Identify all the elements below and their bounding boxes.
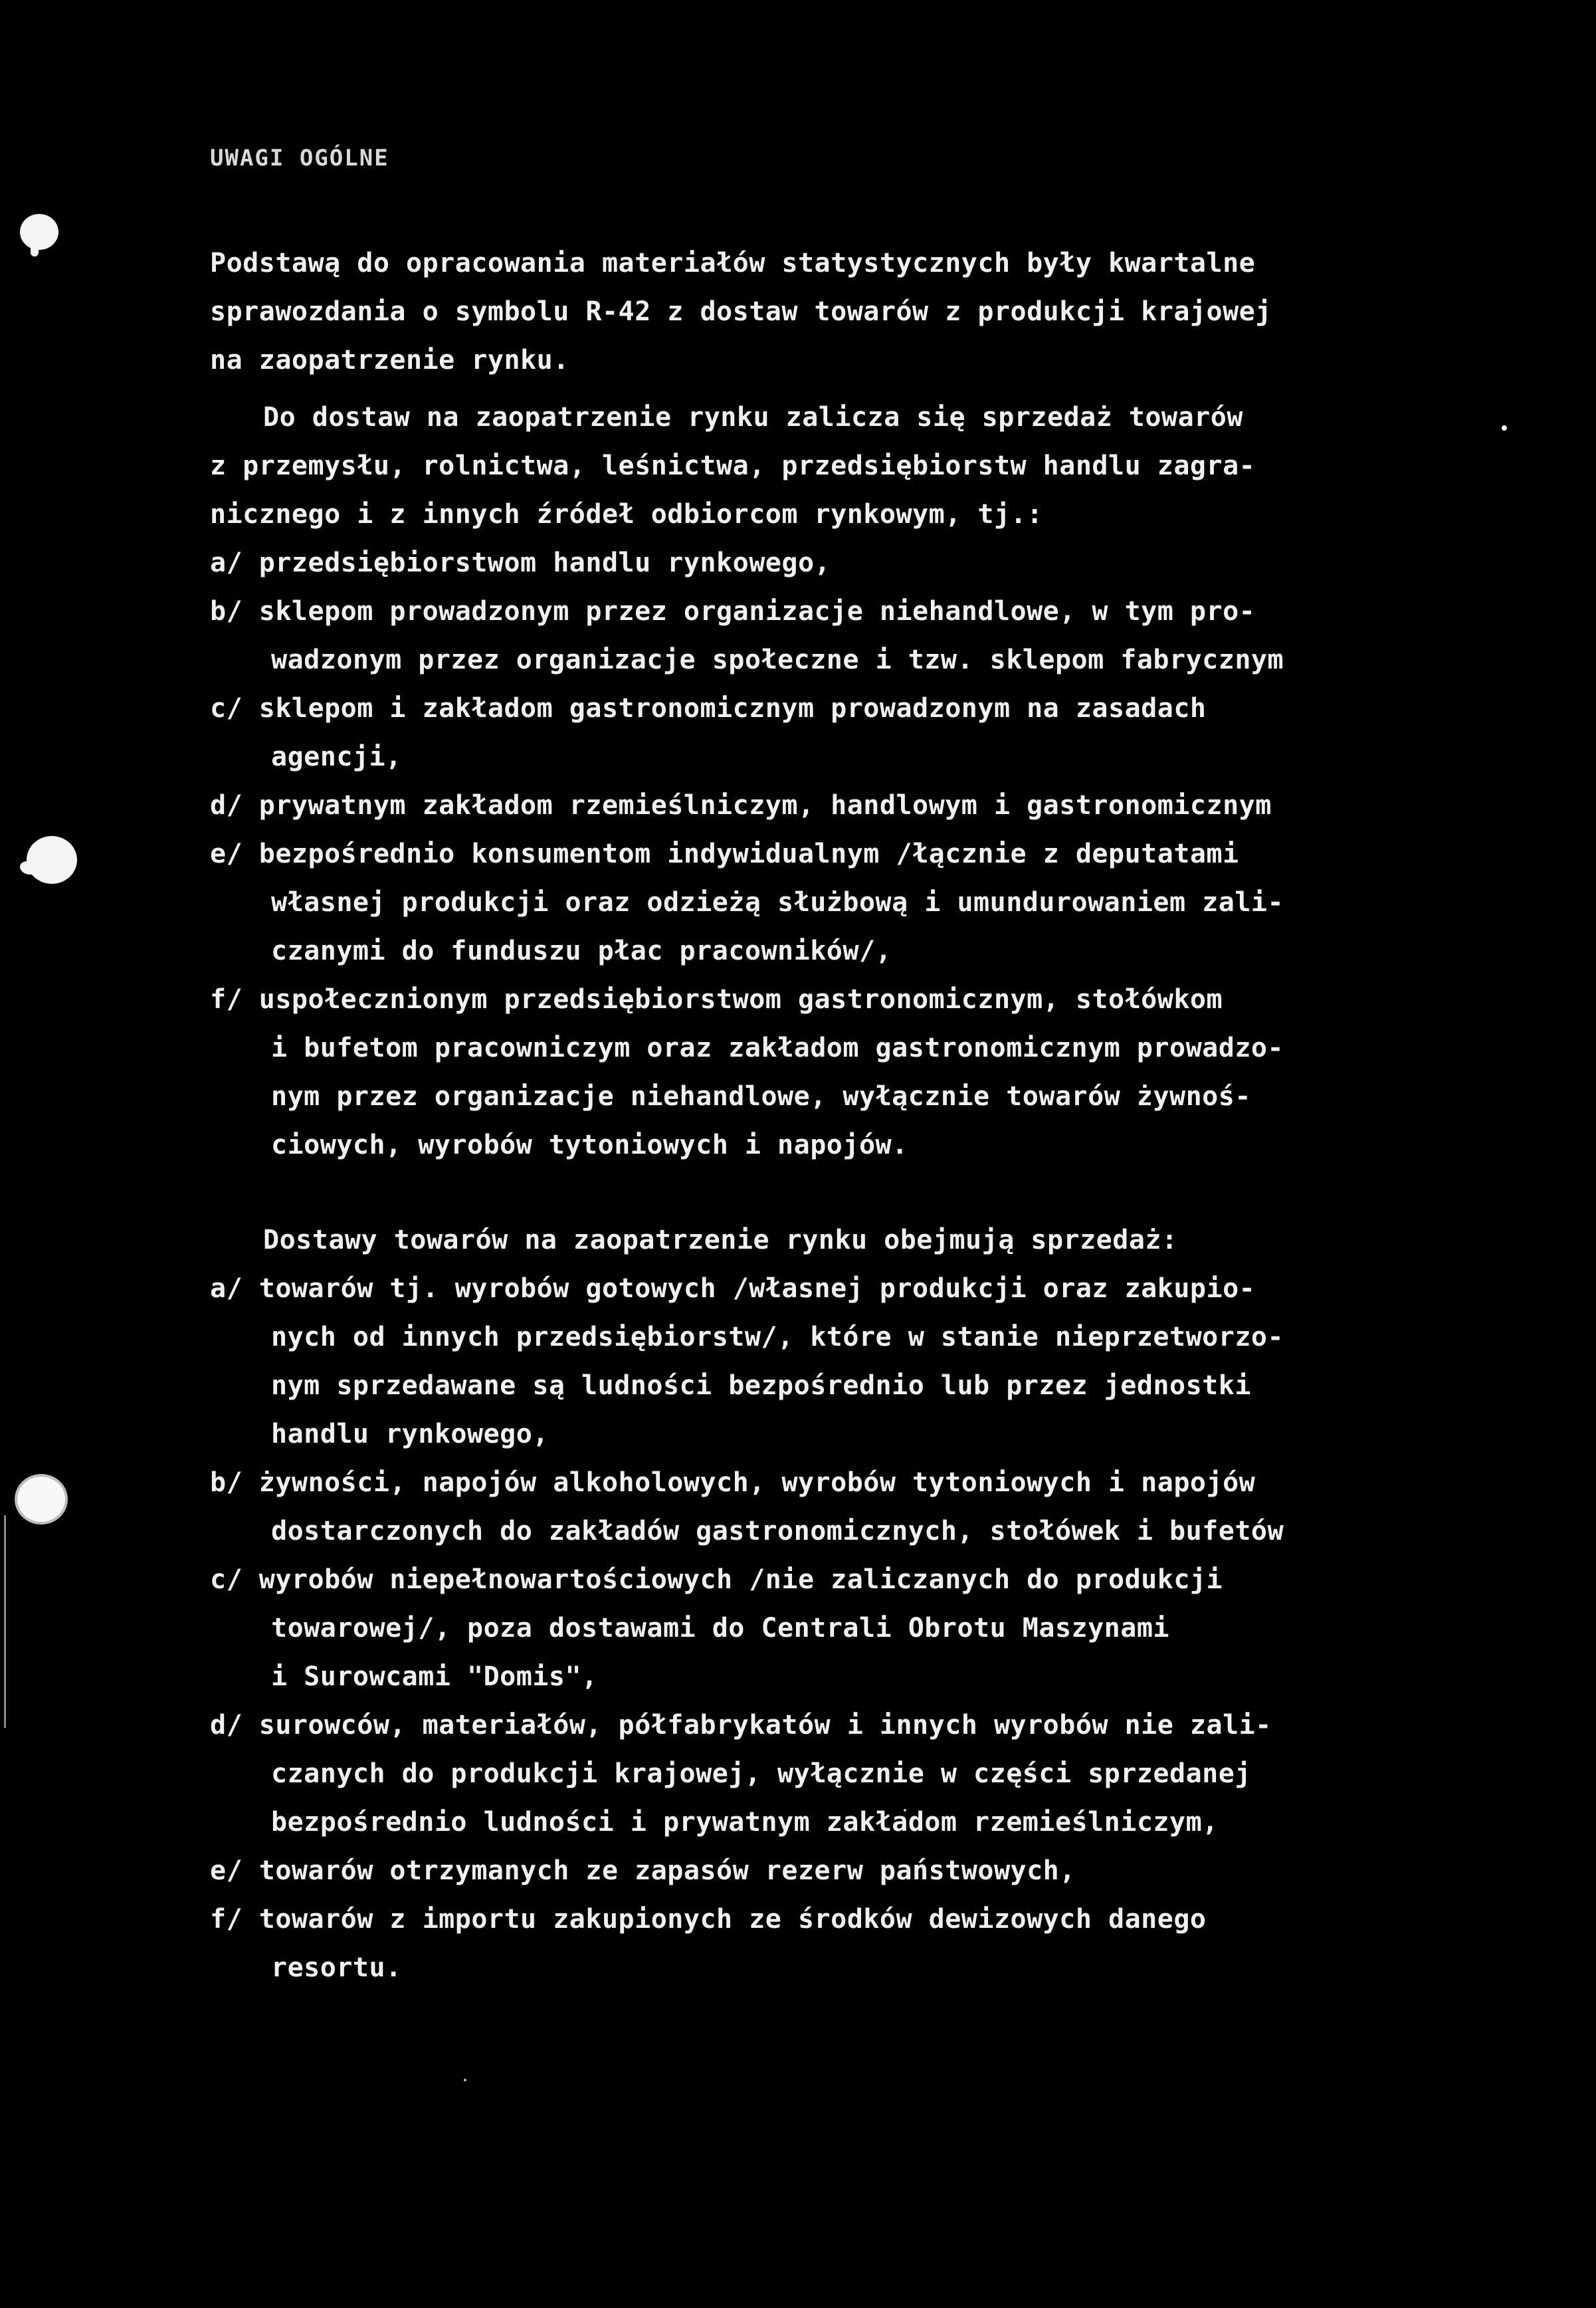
punch-hole-top-tail bbox=[31, 241, 39, 257]
text-line: Do dostaw na zaopatrzenie rynku zalicza się sprzedaż towarów bbox=[263, 402, 1243, 433]
page-heading: UWAGI OGÓLNE bbox=[210, 145, 389, 171]
list-item: c/ wyrobów niepełnowartościowych /nie zaliczanych do produkcji bbox=[210, 1564, 1223, 1595]
list-item: c/ sklepom i zakładom gastronomicznym prowadzonym na zasadach bbox=[210, 693, 1207, 724]
list-recipients bbox=[210, 539, 1519, 1170]
text-line: nicznego i z innych źródeł odbiorcom rynkowym, tj.: bbox=[210, 499, 1043, 530]
list-item-continuation: dostarczonych do zakładów gastronomicznych, stołówek i bufetów bbox=[271, 1516, 1284, 1546]
list-item: b/ sklepom prowadzonym przez organizacje niehandlowe, w tym pro- bbox=[210, 596, 1256, 627]
scan-speck bbox=[464, 2079, 466, 2081]
list-item: f/ towarów z importu zakupionych ze środków dewizowych danego bbox=[210, 1904, 1207, 1935]
punch-hole-bottom bbox=[15, 1474, 68, 1524]
punch-hole-middle bbox=[27, 836, 77, 884]
paragraph-deliveries bbox=[210, 393, 1519, 539]
list-item: e/ bezpośrednio konsumentom indywidualnym /łącznie z deputatami bbox=[210, 839, 1239, 869]
paragraph-sales bbox=[210, 1216, 1519, 1265]
list-item: d/ surowców, materiałów, półfabrykatów i innych wyrobów nie zali- bbox=[210, 1710, 1272, 1740]
text-line: sprawozdania o symbolu R-42 z dostaw towarów z produkcji krajowej bbox=[210, 296, 1272, 327]
list-item-continuation: i Surowcami "Domis", bbox=[271, 1661, 598, 1692]
list-item-continuation: nych od innych przedsiębiorstw/, które w stanie nieprzetworzo- bbox=[271, 1322, 1284, 1352]
list-item-continuation: ciowych, wyrobów tytoniowych i napojów. bbox=[271, 1130, 908, 1160]
list-item: a/ przedsiębiorstwom handlu rynkowego, bbox=[210, 548, 831, 578]
list-item: f/ uspołecznionym przedsiębiorstwom gastronomicznym, stołówkom bbox=[210, 984, 1223, 1015]
list-item: b/ żywności, napojów alkoholowych, wyrobów tytoniowych i napojów bbox=[210, 1467, 1256, 1498]
punch-hole-top bbox=[20, 214, 58, 250]
list-item-continuation: agencji, bbox=[271, 742, 402, 772]
list-item-continuation: wadzonym przez organizacje społeczne i tzw. sklepom fabrycznym bbox=[271, 645, 1284, 675]
list-item-continuation: czanych do produkcji krajowej, wyłącznie w części sprzedanej bbox=[271, 1758, 1251, 1789]
text-line: Podstawą do opracowania materiałów statystycznych były kwartalne bbox=[210, 248, 1256, 278]
list-item-continuation: własnej produkcji oraz odzieżą służbową i umundurowaniem zali- bbox=[271, 887, 1284, 918]
list-item: d/ prywatnym zakładom rzemieślniczym, handlowym i gastronomicznym bbox=[210, 790, 1272, 821]
list-item-continuation: nym przez organizacje niehandlowe, wyłącznie towarów żywnoś- bbox=[271, 1081, 1251, 1112]
list-item: a/ towarów tj. wyrobów gotowych /własnej produkcji oraz zakupio- bbox=[210, 1273, 1256, 1304]
text-line: na zaopatrzenie rynku. bbox=[210, 345, 569, 375]
list-item-continuation: i bufetom pracowniczym oraz zakładom gastronomicznym prowadzo- bbox=[271, 1033, 1284, 1063]
list-item-continuation: czanymi do funduszu płac pracowników/, bbox=[271, 936, 892, 966]
list-item-continuation: nym sprzedawane są ludności bezpośrednio lub przez jednostki bbox=[271, 1370, 1251, 1401]
list-sales bbox=[210, 1265, 1519, 1992]
list-item-continuation: towarowej/, poza dostawami do Centrali Obrotu Maszynami bbox=[271, 1613, 1170, 1643]
list-item-continuation: handlu rynkowego, bbox=[271, 1419, 549, 1449]
list-item-continuation: resortu. bbox=[271, 1952, 402, 1983]
page-edge-mark bbox=[4, 1515, 6, 1728]
text-line: Dostawy towarów na zaopatrzenie rynku obejmują sprzedaż: bbox=[263, 1225, 1178, 1255]
text-line: z przemysłu, rolnictwa, leśnictwa, przedsiębiorstw handlu zagra- bbox=[210, 451, 1256, 481]
list-item-continuation: bezpośrednio ludności i prywatnym zakładom rzemieślniczym, bbox=[271, 1807, 1219, 1837]
paragraph-basis bbox=[210, 239, 1519, 385]
punch-hole-middle-tail bbox=[20, 861, 37, 875]
list-item: e/ towarów otrzymanych ze zapasów rezerw państwowych, bbox=[210, 1855, 1076, 1886]
